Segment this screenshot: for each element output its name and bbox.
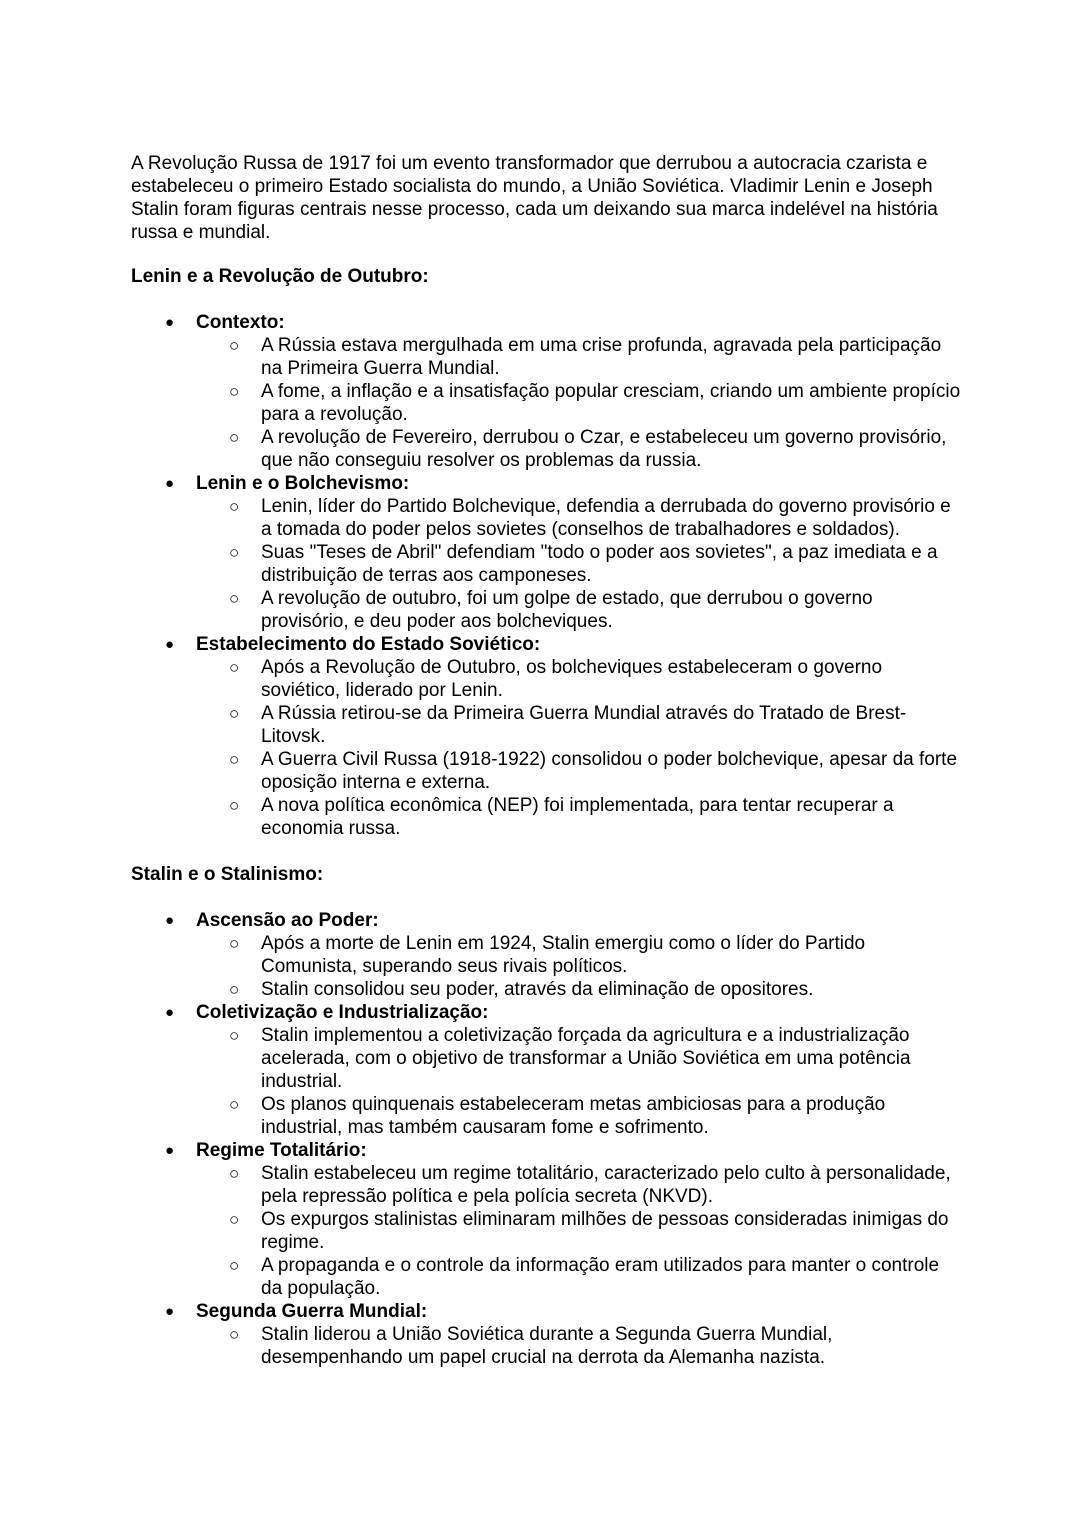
section-heading-stalin: Stalin e o Stalinismo:: [131, 864, 324, 885]
bullet-icon: ●: [165, 1004, 175, 1021]
sub-list-item: [196, 702, 961, 748]
sub-item-text: Após a morte de Lenin em 1924, Stalin emergiu como o líder do Partido Comunista, superando seus rivais políticos.: [261, 933, 866, 977]
bullet-icon: ●: [165, 314, 175, 331]
item-title: Regime Totalitário:: [196, 1140, 367, 1161]
circle-bullet-icon: ○: [229, 497, 240, 516]
sub-item-text: A nova política econômica (NEP) foi implementada, para tentar recuperar a economia russa.: [261, 795, 894, 839]
document-page: [131, 152, 961, 1369]
item-title: Estabelecimento do Estado Soviético:: [196, 634, 541, 655]
circle-bullet-icon: ○: [229, 1210, 240, 1229]
item-title: Segunda Guerra Mundial:: [196, 1301, 428, 1322]
list-item: [131, 472, 961, 633]
sub-list-item: [196, 495, 961, 541]
list-item: [131, 311, 961, 472]
list-item: [131, 633, 961, 840]
sub-item-text: A propaganda e o controle da informação eram utilizados para manter o controle da população.: [261, 1255, 940, 1299]
circle-bullet-icon: ○: [229, 704, 240, 723]
section-list-stalin: [131, 909, 961, 1369]
sub-item-text: A fome, a inflação e a insatisfação popular cresciam, criando um ambiente propício para a revolução.: [261, 381, 961, 425]
circle-bullet-icon: ○: [229, 1026, 240, 1045]
section-list-lenin: [131, 311, 961, 840]
circle-bullet-icon: ○: [229, 336, 240, 355]
sub-item-text: Stalin implementou a coletivização forçada da agricultura e a industrialização acelerada, com o objetivo de transformar a União Soviética em uma potência industrial.: [261, 1025, 911, 1092]
sub-item-text: A revolução de outubro, foi um golpe de estado, que derrubou o governo provisório, e deu poder aos bolcheviques.: [261, 588, 873, 632]
item-title: Lenin e o Bolchevismo:: [196, 473, 410, 494]
circle-bullet-icon: ○: [229, 589, 240, 608]
circle-bullet-icon: ○: [229, 796, 240, 815]
sub-item-text: Os expurgos stalinistas eliminaram milhões de pessoas consideradas inimigas do regime.: [261, 1209, 949, 1253]
sub-list-item: [196, 656, 961, 702]
bullet-icon: ●: [165, 636, 175, 653]
circle-bullet-icon: ○: [229, 658, 240, 677]
bullet-icon: ●: [165, 1142, 175, 1159]
item-title: Contexto:: [196, 312, 285, 333]
sub-list-item: [196, 1208, 961, 1254]
circle-bullet-icon: ○: [229, 428, 240, 447]
sub-list-item: [196, 1323, 961, 1369]
sub-item-text: Lenin, líder do Partido Bolchevique, defendia a derrubada do governo provisório e a tomada do poder pelos sovietes (conselhos de trabalhadores e soldados).: [261, 496, 951, 540]
list-item: [131, 1139, 961, 1300]
sub-item-text: Stalin estabeleceu um regime totalitário, caracterizado pelo culto à personalidade, pela repressão política e pela polícia secreta (NKVD).: [261, 1163, 951, 1207]
sub-item-text: Stalin liderou a União Soviética durante a Segunda Guerra Mundial, desempenhando um papel crucial na derrota da Alemanha nazista.: [261, 1324, 833, 1368]
circle-bullet-icon: ○: [229, 543, 240, 562]
section-heading-lenin: Lenin e a Revolução de Outubro:: [131, 266, 429, 287]
list-item: [131, 1300, 961, 1369]
sub-list-item: [196, 541, 961, 587]
sub-list-item: [196, 1024, 961, 1093]
sub-list-item: [196, 932, 961, 978]
sub-item-text: A revolução de Fevereiro, derrubou o Czar, e estabeleceu um governo provisório, que não conseguiu resolver os problemas da russia.: [261, 427, 947, 471]
sub-list-item: [196, 587, 961, 633]
circle-bullet-icon: ○: [229, 1325, 240, 1344]
sub-list-item: [196, 1162, 961, 1208]
sub-item-text: Stalin consolidou seu poder, através da eliminação de opositores.: [261, 979, 814, 1000]
sub-item-text: Suas "Teses de Abril" defendiam "todo o poder aos sovietes", a paz imediata e a distribuição de terras aos camponeses.: [261, 542, 938, 586]
item-title: Coletivização e Industrialização:: [196, 1002, 489, 1023]
circle-bullet-icon: ○: [229, 1256, 240, 1275]
bullet-icon: ●: [165, 912, 175, 929]
circle-bullet-icon: ○: [229, 1164, 240, 1183]
sub-item-text: Após a Revolução de Outubro, os bolcheviques estabeleceram o governo soviético, liderado por Lenin.: [261, 657, 883, 701]
circle-bullet-icon: ○: [229, 980, 240, 999]
sub-item-text: A Guerra Civil Russa (1918-1922) consolidou o poder bolchevique, apesar da forte oposição interna e externa.: [261, 749, 958, 793]
sub-list-item: [196, 794, 961, 840]
circle-bullet-icon: ○: [229, 382, 240, 401]
sub-list-item: [196, 1093, 961, 1139]
sub-item-text: Os planos quinquenais estabeleceram metas ambiciosas para a produção industrial, mas também causaram fome e sofrimento.: [261, 1094, 886, 1138]
list-item: [131, 909, 961, 1001]
item-title: Ascensão ao Poder:: [196, 910, 379, 931]
circle-bullet-icon: ○: [229, 750, 240, 769]
sub-list-item: [196, 426, 961, 472]
intro-paragraph: A Revolução Russa de 1917 foi um evento transformador que derrubou a autocracia czarista e estabeleceu o primeiro Estado socialista do mundo, a União Soviética. Vladimir Lenin e Joseph Stalin foram figuras centrais nesse processo, cada um deixando sua marca indelével na história russa e mundial.: [131, 153, 938, 243]
sub-list-item: [196, 748, 961, 794]
sub-item-text: A Rússia retirou-se da Primeira Guerra Mundial através do Tratado de Brest-Litovsk.: [261, 703, 907, 747]
sub-list-item: [196, 334, 961, 380]
sub-list-item: [196, 1254, 961, 1300]
bullet-icon: ●: [165, 1303, 175, 1320]
circle-bullet-icon: ○: [229, 934, 240, 953]
sub-list-item: [196, 380, 961, 426]
bullet-icon: ●: [165, 475, 175, 492]
sub-list-item: [196, 978, 961, 1001]
list-item: [131, 1001, 961, 1139]
sub-item-text: A Rússia estava mergulhada em uma crise profunda, agravada pela participação na Primeira Guerra Mundial.: [261, 335, 942, 379]
circle-bullet-icon: ○: [229, 1095, 240, 1114]
